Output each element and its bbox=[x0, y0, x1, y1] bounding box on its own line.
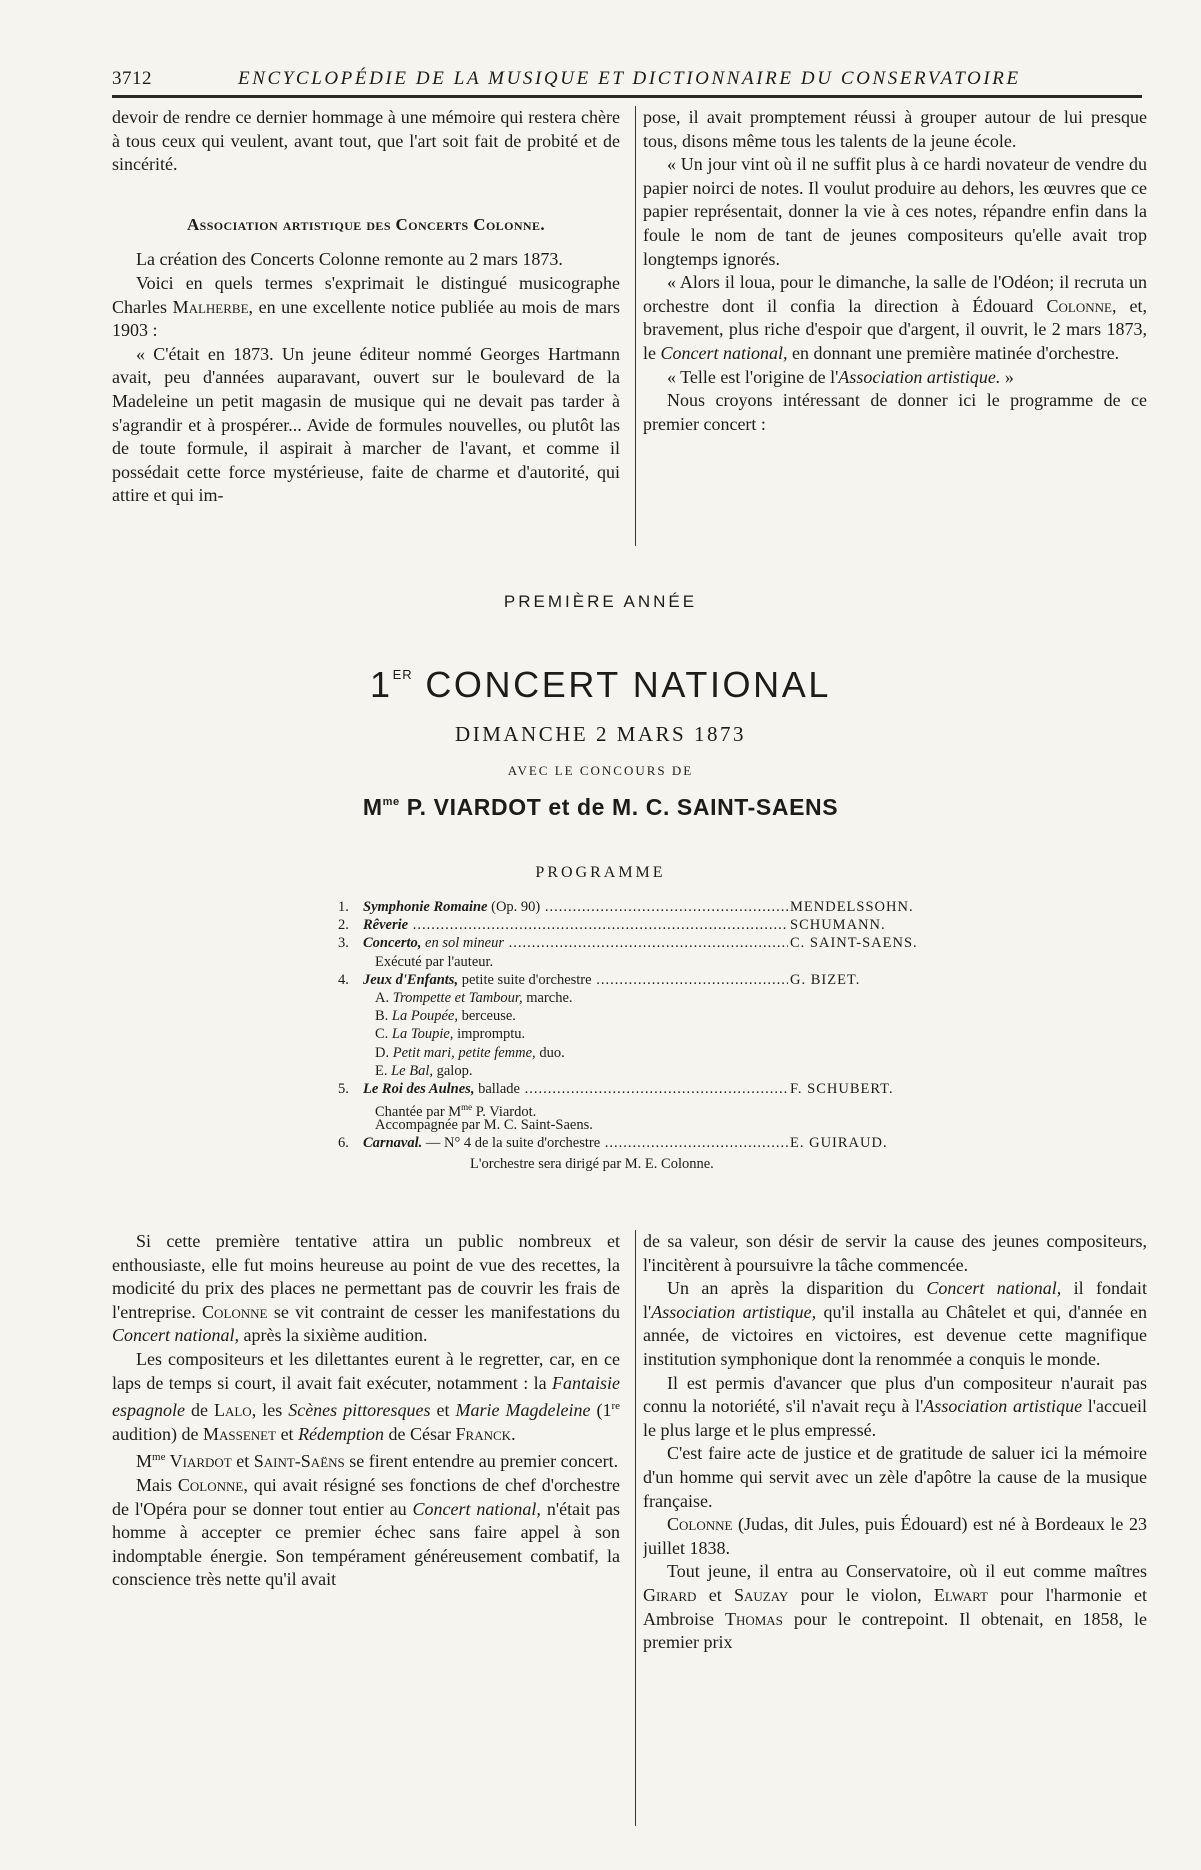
text-run: se vit contraint de cesser les manifestations du bbox=[267, 1301, 620, 1322]
item-number: 3. bbox=[338, 935, 349, 952]
programme-subitem bbox=[338, 1098, 948, 1120]
text-run: Les compositeurs et les dilettantes eurent à le regretter, car, en ce laps de temps si court, il avait fait exécuter, notamment : la bbox=[112, 1348, 620, 1393]
work-detail: ballade ..... bbox=[474, 1081, 788, 1097]
italic-text: Association artistique. bbox=[838, 366, 1001, 387]
programme-item bbox=[338, 934, 948, 952]
paragraph bbox=[643, 1277, 1147, 1371]
italic-text: Fantaisie espagnole bbox=[112, 1372, 620, 1421]
sub-label: E. bbox=[375, 1062, 392, 1079]
item-number: 4. bbox=[338, 971, 349, 988]
work-detail: (Op. 90) ..... bbox=[487, 899, 788, 915]
person-name: Sauzay bbox=[734, 1584, 789, 1605]
sub-title: La Poupée, bbox=[391, 1008, 458, 1025]
item-work bbox=[363, 934, 788, 952]
italic-text: Concert national, bbox=[926, 1278, 1062, 1299]
person-name: Girard bbox=[643, 1584, 697, 1605]
work-title: Symphonie Romaine bbox=[363, 899, 488, 915]
sub-detail: marche. bbox=[522, 989, 573, 1006]
superscript: me bbox=[152, 1451, 166, 1464]
ordinal-sup: ER bbox=[392, 667, 413, 682]
programme-heading: PROGRAMME bbox=[535, 864, 666, 881]
programme-subitem bbox=[338, 1116, 948, 1134]
work-title: Rêverie ..... bbox=[363, 917, 788, 933]
text-run: . bbox=[511, 1423, 516, 1444]
programme-item bbox=[338, 916, 948, 934]
item-work bbox=[363, 1080, 788, 1098]
text-run: après la sixième audition. bbox=[239, 1325, 428, 1346]
sub-detail: berceuse. bbox=[457, 1008, 516, 1025]
sub-label: D. bbox=[375, 1044, 393, 1061]
text-run: , et, bravement, plus riche d'espoir que d'argent, il ouvrit, le 2 mars 1873, le bbox=[643, 295, 1147, 363]
work-title: Carnaval. bbox=[363, 1135, 423, 1152]
person-name: Thomas bbox=[724, 1608, 783, 1629]
text-run: de bbox=[184, 1400, 214, 1421]
concert-date: DIMANCHE 2 MARS 1873 bbox=[455, 722, 746, 746]
person-name: Colonne bbox=[202, 1301, 268, 1322]
programme-direction: L'orchestre sera dirigé par M. E. Colonne. bbox=[470, 1155, 714, 1172]
composer: E. GUIRAUD. bbox=[790, 1135, 888, 1152]
programme-item bbox=[338, 971, 948, 989]
work-detail: en sol mineur ..... bbox=[421, 935, 788, 951]
paragraph bbox=[643, 271, 1147, 365]
programme-subitem bbox=[338, 1062, 948, 1080]
text-run: » bbox=[1000, 366, 1014, 387]
work-title: Concerto, bbox=[363, 935, 422, 952]
avec-concours: AVEC LE CONCOURS DE bbox=[507, 763, 694, 778]
section-heading-part: Concerts Colonne. bbox=[395, 214, 546, 234]
artists-text: P. VIARDOT et de M. C. SAINT-SAENS bbox=[406, 794, 839, 820]
paragraph bbox=[112, 1348, 620, 1446]
top-right-column bbox=[643, 106, 1147, 526]
text-run: se firent entendre au premier concert. bbox=[344, 1451, 619, 1472]
text-run: pour le contrepoint. Il obtenait, en 1858, le premier prix bbox=[643, 1608, 1147, 1653]
sub-detail: impromptu. bbox=[453, 1026, 526, 1043]
text-run: pour l'harmonie et Ambroise bbox=[643, 1584, 1147, 1629]
person-name: Saint-Saëns bbox=[253, 1451, 345, 1472]
composer: SCHUMANN. bbox=[790, 917, 886, 934]
text-run: qu'il installa au Châtelet et qui, d'année en année, de victoires en victoires, est devenue cette magnifique institution symphonique dont la renommée a conquis le monde. bbox=[643, 1301, 1147, 1369]
composer: C. SAINT-SAENS. bbox=[790, 935, 918, 952]
sub-label: B. bbox=[375, 1008, 392, 1025]
work-title: Jeux d'Enfants, bbox=[363, 971, 459, 988]
sub-detail: P. Viardot. bbox=[472, 1103, 537, 1120]
text-run: « Alors il loua, pour le dimanche, la salle de l'Odéon; il recruta un orchestre dont il confia la direction à Édouard bbox=[643, 272, 1147, 316]
text-run: audition) de bbox=[112, 1423, 203, 1444]
column-rule bbox=[635, 106, 636, 546]
top-left-column bbox=[112, 106, 620, 548]
paragraph bbox=[112, 272, 620, 343]
sub-title: Petit mari, petite femme, bbox=[392, 1044, 536, 1061]
paragraph: « Un jour vint où il ne suffit plus à ce hardi novateur de vendre du papier noirci de notes. Il voulut produire au dehors, les œuvres que ce papier représentait, donner la vie à ces notes, répandre enfin dans la foule le nom de tant de jeunes compositeurs qu'elle avait trop longtemps ignorés. bbox=[643, 154, 1147, 269]
italic-text: Concert national, bbox=[660, 342, 788, 363]
text-run: Tout jeune, il entra au Conservatoire, où il eut comme maîtres bbox=[667, 1561, 1147, 1582]
programme-note: Exécuté par l'auteur. bbox=[375, 953, 494, 970]
artists bbox=[0, 794, 1201, 821]
composer: MENDELSSOHN. bbox=[790, 899, 914, 915]
person-name: Viardot bbox=[165, 1451, 232, 1472]
title-abbrev-sup: me bbox=[382, 796, 400, 808]
sub-label: A. bbox=[375, 989, 393, 1006]
text-run: il fondait l' bbox=[643, 1278, 1147, 1322]
text-run: et bbox=[231, 1451, 254, 1472]
text-run: et bbox=[696, 1584, 734, 1605]
paragraph bbox=[112, 1474, 620, 1592]
item-number: 1. bbox=[338, 899, 349, 915]
paragraph: pose, il avait promptement réussi à grouper autour de lui presque tous, disons même tous les talents de la jeune école. bbox=[643, 107, 1147, 151]
italic-text: Association artistique bbox=[923, 1396, 1083, 1417]
programme-list bbox=[338, 898, 948, 1173]
paragraph: devoir de rendre ce dernier hommage à une mémoire qui restera chère à tous ceux qui veulent, avant tout, que l'art soit fait de probité et de sincérité. bbox=[112, 107, 620, 175]
text-run: et bbox=[276, 1423, 299, 1444]
superscript: re bbox=[611, 1400, 620, 1413]
person-name: Franck bbox=[455, 1423, 512, 1444]
italic-text: Concert national, bbox=[412, 1498, 541, 1519]
text-run: (Judas, dit Jules, puis Édouard) est né à Bordeaux le 23 juillet 1838. bbox=[643, 1514, 1147, 1558]
person-name: Massenet bbox=[202, 1423, 277, 1444]
item-work bbox=[363, 898, 788, 916]
page-number: 3712 bbox=[112, 68, 152, 89]
text-run: pour le violon, bbox=[788, 1584, 934, 1605]
person-name: Colonne bbox=[667, 1514, 733, 1535]
sub-detail: duo. bbox=[535, 1044, 565, 1061]
text-run: , qui avait résigné ses fonctions de chef d'orchestre de l'Opéra pour se donner tout entier au bbox=[112, 1474, 620, 1519]
paragraph: La création des Concerts Colonne remonte au 2 mars 1873. bbox=[136, 249, 563, 270]
programme-item bbox=[338, 1080, 948, 1098]
sub-detail: galop. bbox=[433, 1062, 473, 1079]
header-rule bbox=[112, 95, 1142, 98]
paragraph bbox=[643, 1372, 1147, 1443]
person-name: Colonne bbox=[1046, 295, 1112, 316]
text-run: , en une excellente notice publiée au mois de mars 1903 : bbox=[112, 296, 620, 341]
sub-label: Chantée par M bbox=[375, 1103, 462, 1120]
paragraph bbox=[112, 1230, 620, 1348]
sub-title: Le Bal, bbox=[391, 1062, 433, 1079]
ordinal: 1 bbox=[370, 664, 393, 705]
bottom-left-column bbox=[112, 1230, 620, 1830]
work-detail: — N° 4 de la suite d'orchestre ..... bbox=[422, 1135, 788, 1151]
composer: G. BIZET. bbox=[790, 971, 861, 988]
text-run: et bbox=[430, 1400, 456, 1421]
person-name: Elwart bbox=[933, 1584, 988, 1605]
person-name: Lalo bbox=[213, 1400, 252, 1421]
text-run: Voici en quels termes s'exprimait le distingué musicographe Charles bbox=[112, 272, 620, 317]
column-rule bbox=[635, 1230, 636, 1826]
person-name: Malherbe bbox=[172, 296, 249, 317]
text-run: , les bbox=[251, 1400, 289, 1421]
programme-subitem bbox=[338, 1025, 948, 1043]
item-work bbox=[363, 971, 788, 989]
programme-subitem bbox=[338, 989, 948, 1007]
sub-title: Trompette et Tambour, bbox=[392, 989, 523, 1006]
text-run: Mais bbox=[136, 1474, 178, 1495]
italic-text: Concert national, bbox=[112, 1325, 239, 1346]
item-work bbox=[363, 1134, 788, 1152]
work-detail: petite suite d'orchestre ..... bbox=[458, 972, 788, 988]
running-title: ENCYCLOPÉDIE DE LA MUSIQUE ET DICTIONNAIRE DU CONSERVATOIRE bbox=[238, 68, 1021, 89]
text-run: Un an après la disparition du bbox=[667, 1278, 927, 1299]
paragraph: « C'était en 1873. Un jeune éditeur nommé Georges Hartmann avait, peu d'années auparavant, ouvert sur le boulevard de la Madeleine un petit magasin de musique qui ne devait pas tarder à s'agrandir et à prospérer... Avide de formules nouvelles, ou plutôt las de toute formule, il aspirait à marcher de l'avant, et comme il possédait cette force mystérieuse, faite de charme et d'autorité, qui attire et qui im- bbox=[112, 343, 620, 506]
item-number: 2. bbox=[338, 917, 349, 934]
item-number: 5. bbox=[338, 1080, 349, 1097]
text-run: en donnant une première matinée d'orchestre. bbox=[787, 342, 1120, 363]
section-heading-part: Association artistique des bbox=[186, 214, 396, 234]
running-header bbox=[112, 66, 1142, 96]
italic-text: Rédemption bbox=[298, 1423, 385, 1444]
paragraph bbox=[643, 1513, 1147, 1560]
paragraph bbox=[643, 1560, 1147, 1654]
text-run: « Telle est l'origine de l' bbox=[667, 366, 839, 387]
paragraph bbox=[643, 366, 1147, 390]
work-title: Le Roi des Aulnes, bbox=[363, 1080, 475, 1097]
section-heading bbox=[112, 213, 620, 237]
title-abbrev: M bbox=[362, 794, 383, 820]
concert-title bbox=[0, 664, 1201, 706]
sub-label: Accompagnée par M. C. Saint-Saens. bbox=[375, 1117, 593, 1134]
item-number: 6. bbox=[338, 1135, 349, 1152]
programme-subitem bbox=[338, 1007, 948, 1025]
sub-sup: me bbox=[461, 1102, 473, 1113]
italic-text: Association artistique, bbox=[651, 1301, 817, 1322]
composer: F. SCHUBERT. bbox=[790, 1080, 894, 1097]
person-name: Colonne bbox=[177, 1474, 244, 1495]
programme-item bbox=[338, 898, 948, 916]
text-run: n'était pas homme à accepter ce premier échec sans faire appel à son indomptable énergie. Son tempérament généreusement combatif, la conscience très nette qu'il avait bbox=[112, 1498, 620, 1590]
sub-title: La Toupie, bbox=[391, 1026, 454, 1043]
text-run: Il est permis d'avancer que plus d'un compositeur n'aurait pas connu la notoriété, s'il n'avait reçu à l' bbox=[643, 1372, 1147, 1417]
text-run: l'accueil le plus large et le plus empressé. bbox=[643, 1396, 1147, 1440]
sub-label: C. bbox=[375, 1026, 392, 1043]
paragraph: C'est faire acte de justice et de gratitude de saluer ici la mémoire d'un homme qui servit avec un zèle d'apôtre la cause de la musique française. bbox=[643, 1443, 1147, 1511]
paragraph bbox=[112, 1446, 620, 1474]
paragraph: Nous croyons intéressant de donner ici le programme de ce premier concert : bbox=[643, 390, 1147, 434]
item-work bbox=[363, 916, 788, 934]
text-run: M bbox=[136, 1451, 153, 1472]
italic-text: Marie Magdeleine bbox=[455, 1400, 591, 1421]
text-run: (1 bbox=[590, 1400, 612, 1421]
programme-subitem bbox=[338, 1044, 948, 1062]
premiere-annee: PREMIÈRE ANNÉE bbox=[503, 592, 698, 611]
programme-item bbox=[338, 1134, 948, 1152]
paragraph: de sa valeur, son désir de servir la cause des jeunes compositeurs, l'incitèrent à poursuivre la tâche commencée. bbox=[643, 1231, 1147, 1275]
italic-text: Scènes pittoresques bbox=[288, 1400, 431, 1421]
text-run: de César bbox=[384, 1423, 456, 1444]
concert-title-text: CONCERT NATIONAL bbox=[425, 664, 831, 705]
text-run: Si cette première tentative attira un public nombreux et enthousiaste, elle fut moins heureuse au point de vue des recettes, la modicité du prix des places ne permettant pas de couvrir les frais de l'entreprise. bbox=[112, 1231, 620, 1322]
bottom-right-column bbox=[643, 1230, 1147, 1830]
